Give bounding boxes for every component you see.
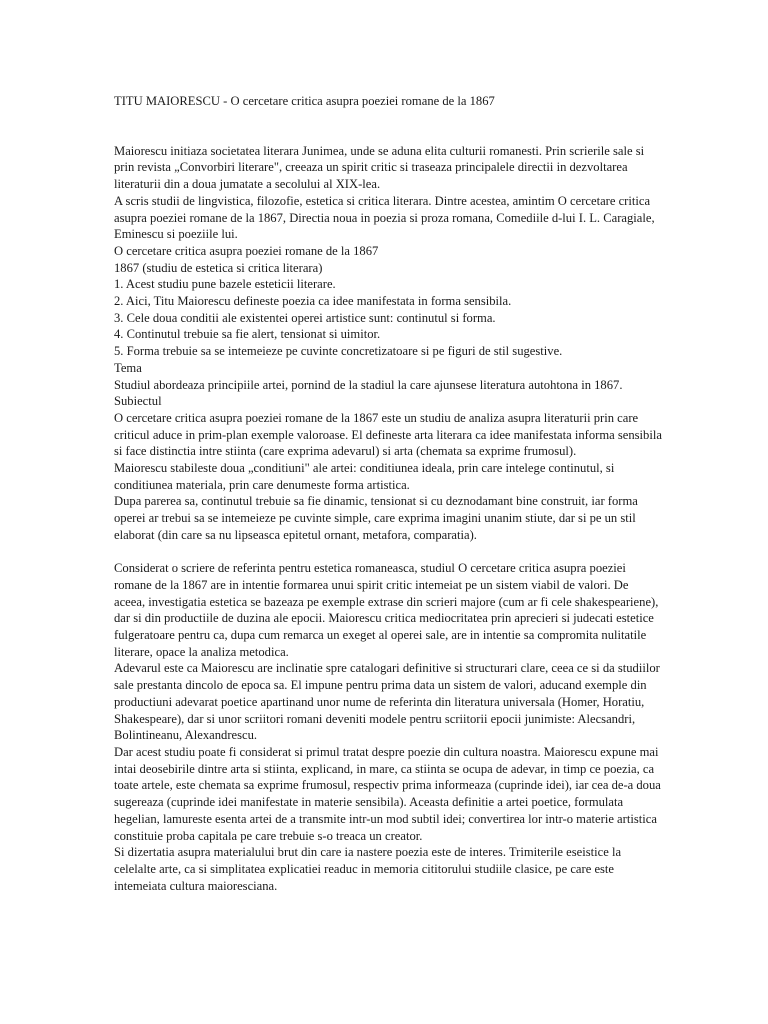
document-title: TITU MAIORESCU - O cercetare critica asupra poeziei romane de la 1867 <box>114 94 495 108</box>
study-title-line: O cercetare critica asupra poeziei romane de la 1867 <box>114 243 379 258</box>
study-subtitle-line: 1867 (studiu de estetica si critica literara) <box>114 260 323 275</box>
document-page <box>114 93 662 894</box>
subiectul-paragraph-1: O cercetare critica asupra poeziei romane de la 1867 este un studiu de analiza asupra literaturii prin care criticul aduce in prim-plan exemple valoroase. El defineste arta literara ca idee manifestata informa sensibila si face distinctia intre stiinta (care exprima adevarul) si arta (chemata sa exprime frumosul). <box>114 410 662 459</box>
list-item: 3. Cele doua conditii ale existentei operei artistice sunt: continutul si forma. <box>114 310 496 325</box>
body-paragraph-4: Si dizertatia asupra materialului brut din care ia nastere poezia este de interes. Trimiterile eseistice la celelalte arte, ca si simplitatea explicatiei readuc in memoria cititorului studiile clasice, pe care este intemeiata cultura maioresciana. <box>114 845 622 893</box>
subiectul-paragraph-2: Maiorescu stabileste doua „conditiuni" ale artei: conditiunea ideala, prin care intelege continutul, si conditiunea materiala, prin care denumeste forma artistica. <box>114 461 615 492</box>
list-item: 1. Acest studiu pune bazele esteticii literare. <box>114 277 336 292</box>
list-item: 4. Continutul trebuie sa fie alert, tensionat si uimitor. <box>114 327 381 342</box>
intro-paragraph-1: Maiorescu initiaza societatea literara Junimea, unde se aduna elita culturii romanesti. Prin scrierile sale si prin revista „Convorbiri literare", creeaza un spirit critic si traseaza principalele directii in dezvoltarea literaturii din a doua jumatate a secolului al XIX-lea. <box>114 143 645 192</box>
subiectul-heading: Subiectul <box>114 394 162 409</box>
list-item: 5. Forma trebuie sa se intemeieze pe cuvinte concretizatoare si pe figuri de stil sugestive. <box>114 344 563 359</box>
paragraph-spacer <box>114 544 662 561</box>
tema-heading: Tema <box>114 360 142 375</box>
body-paragraph-3: Dar acest studiu poate fi considerat si primul tratat despre poezie din cultura noastra. Maiorescu expune mai intai deosebirile dintre arta si stiinta, explicand, in mare, ca stiinta se ocupa de adevar, in timp ce poezia, ca toate artele, este chemata sa exprime frumosul, respectiv prima informeaza (cuprinde idei), iar cea de-a doua sugereaza (cuprinde idei manifestate in materie sensibila). Aceasta definitie a artei poetice, formulata hegelian, lamureste esenta artei de a transmite intr-un mod subtil idei; convertirea lor intr-o materie artistica constituie proba capitala pe care trebuie s-o treaca un creator. <box>114 745 661 843</box>
subiectul-paragraph-3: Dupa parerea sa, continutul trebuie sa fie dinamic, tensionat si cu deznodamant bine construit, iar forma operei ar trebui sa se intemeieze pe cuvinte simple, care exprima imagini unanim stiute, dar si pe un stil elaborat (din care sa nu lipseasca epitetul ornant, metafora, comparatia). <box>114 494 638 542</box>
list-item: 2. Aici, Titu Maiorescu defineste poezia ca idee manifestata in forma sensibila. <box>114 294 512 309</box>
tema-text: Studiul abordeaza principiile artei, pornind de la stadiul la care ajunsese literatura autohtona in 1867. <box>114 377 623 392</box>
ideas-list <box>114 276 662 360</box>
intro-paragraph-2: A scris studii de lingvistica, filozofie, estetica si critica literara. Dintre acestea, amintim O cercetare critica asupra poeziei romane de la 1867, Directia noua in poezia si proza romana, Comediile d-lui I. L. Caragiale, Eminescu si poeziile lui. <box>114 193 655 242</box>
body-paragraph-1: Considerat o scriere de referinta pentru estetica romaneasca, studiul O cercetare critica asupra poeziei romane de la 1867 are in intentie formarea unui spirit critic intemeiat pe un sistem viabil de valori. De aceea, investigatia estetica se bazeaza pe exemple extrase din scrieri majore (cum ar fi cele shakespeariene), dar si din productiile de duzina ale epocii. Maiorescu critica mediocritatea prin aprecieri si judecati estetice fulgeratoare pentru ca, dupa cum remarca un exeget al operei sale, are in intentie sa compromita nulitatile literare, opace la analiza metodica. <box>114 561 659 659</box>
body-paragraph-2: Adevarul este ca Maiorescu are inclinatie spre catalogari definitive si structurari clare, ceea ce si da studiilor sale prestanta dincolo de epoca sa. El impune pentru prima data un sistem de valori, aducand exemple din productiuni adevarat poetice apartinand unor nume de referinta din literatura universala (Homer, Horatiu, Shakespeare), dar si unor scriitori romani deveniti modele pentru scriitorii epocii junimiste: Alecsandri, Bolintineanu, Alexandrescu. <box>114 661 660 743</box>
